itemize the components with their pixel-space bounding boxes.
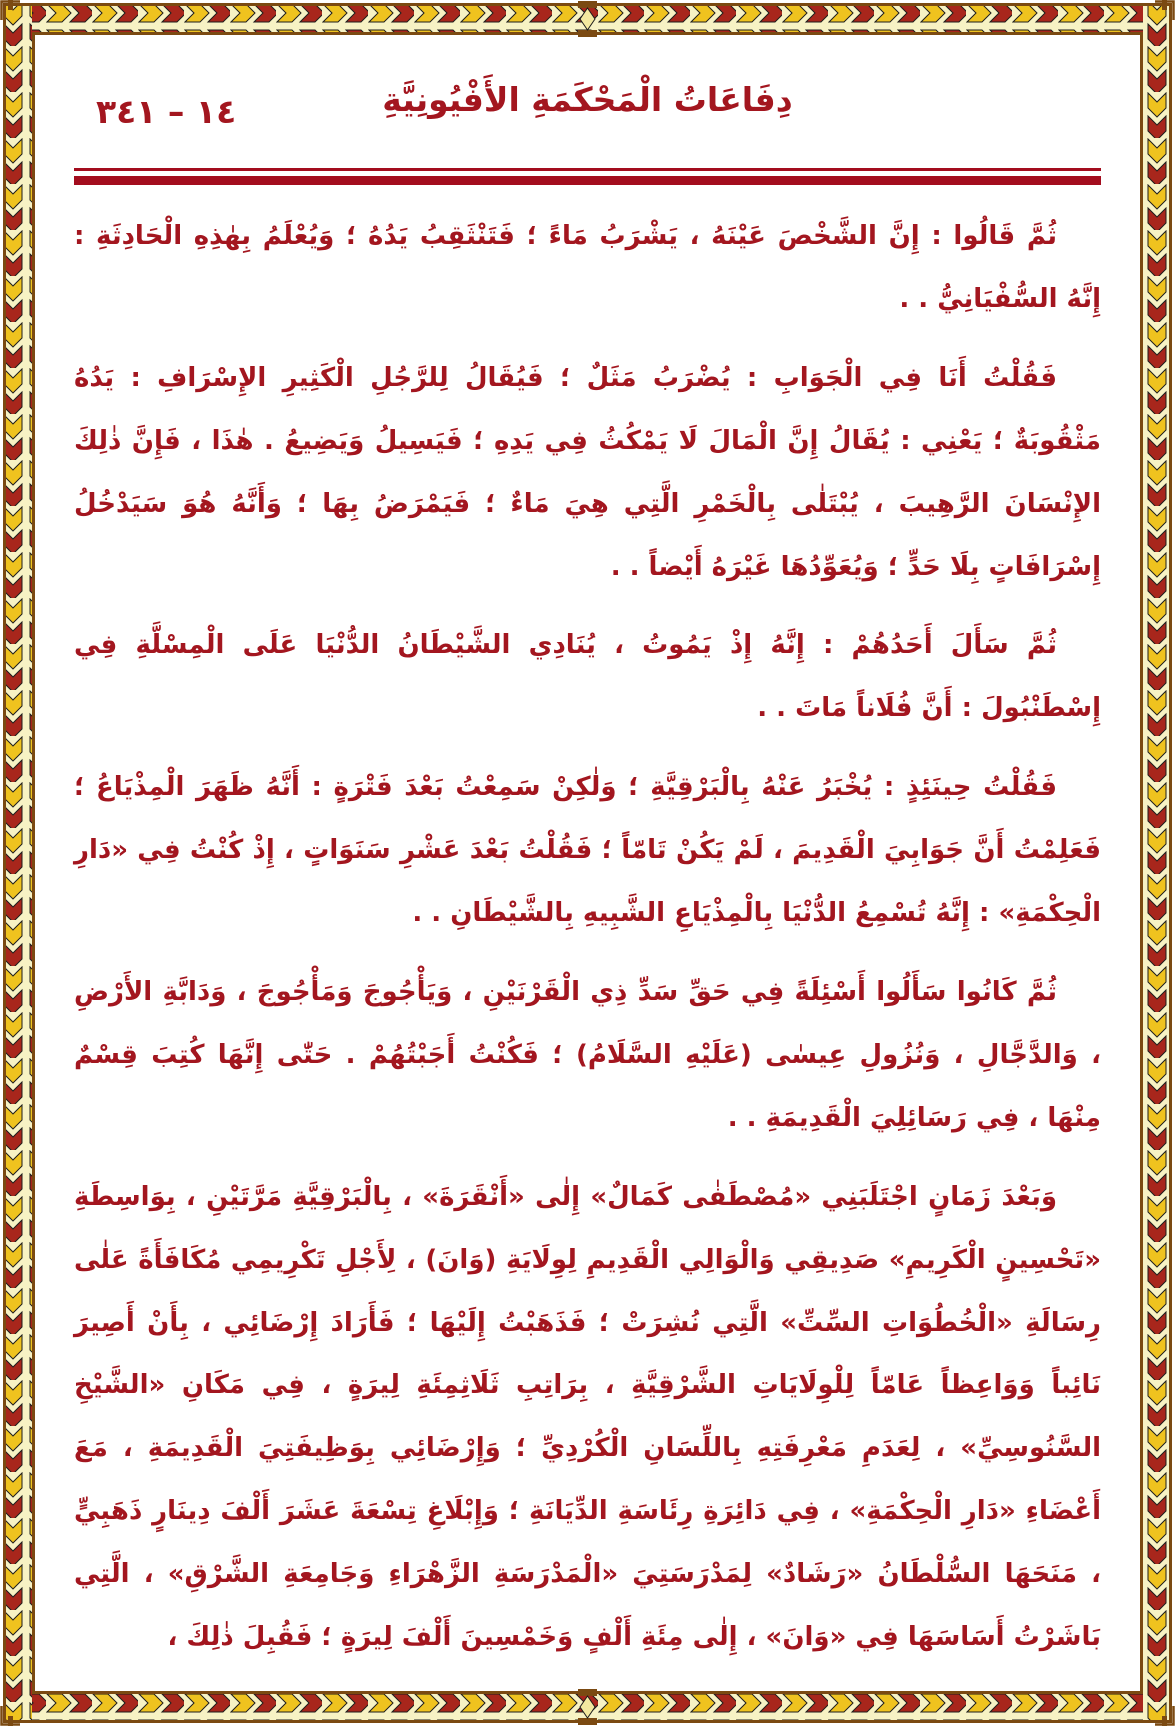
header-divider xyxy=(74,168,1101,185)
page-content xyxy=(38,38,1137,1688)
body-paragraph: ثُمَّ سَأَلَ أَحَدُهُمْ : إِنَّهُ إِذْ يَمُوتُ ، يُنَادِي الشَّيْطَانُ الدُّنْيَا عَلَى الْمِسْلَّةِ فِي إِسْطَنْبُولَ : أَنَّ فُلَاناً مَاتَ . . xyxy=(74,630,1101,724)
divider-thick-line xyxy=(74,176,1101,185)
body-paragraph: ثُمَّ كَانُوا سَأَلُوا أَسْئِلَةً فِي حَقِّ سَدِّ ذِي الْقَرْنَيْنِ ، وَيَأْجُوجَ وَمَأْجُوجَ ، وَدَابَّةِ الأَرْضِ ، وَالدَّجَّالِ ، وَنُزُولِ عِيسٰى (عَلَيْهِ السَّلَامُ) ؛ فَكُنْتُ أَجَبْتُهُمْ . حَتّٰى إِنَّهَا كُتِبَ قِسْمٌ مِنْهَا ، فِي رَسَائِلِيَ الْقَدِيمَةِ . . xyxy=(74,976,1101,1133)
body-text xyxy=(74,205,1101,1669)
body-paragraph: وَبَعْدَ زَمَانٍ اجْتَلَبَنِي «مُصْطَفٰى كَمَالٌ» إِلٰى «أَنْقَرَةَ» ، بِالْبَرْقِيَّةِ مَرَّتَيْنِ ، بِوَاسِطَةِ «تَحْسِينٍ الْكَرِيمِ» صَدِيقِي وَالْوَالِي الْقَدِيمِ لِوِلَايَةِ (وَانَ) ، لِأَجْلِ تَكْرِيمِي مُكَافَأَةً عَلٰى رِسَالَةِ «الْخُطُوَاتِ السِّتِّ» الَّتِي نُشِرَتْ ؛ فَذَهَبْتُ إِلَيْهَا ؛ فَأَرَادَ إِرْضَائِي ، بِأَنْ أَصِيرَ نَائِباً وَوَاعِظاً عَامّاً لِلْوِلَايَاتِ الشَّرْقِيَّةِ ، بِرَاتِبِ ثَلَاثِمِئَةِ لِيرَةٍ ، فِي مَكَانِ «الشَّيْخِ السَّنُوسِيِّ» ، لِعَدَمِ مَعْرِفَتِهِ بِاللِّسَانِ الْكُرْدِيِّ ؛ وَإِرْضَائِي بِوَظِيفَتِيَ الْقَدِيمَةِ ، مَعَ أَعْضَاءِ «دَارِ الْحِكْمَةِ» ، فِي دَائِرَةِ رِئَاسَةِ الدِّيَانَةِ ؛ وَإِبْلَاغِ تِسْعَةَ عَشَرَ أَلْفَ دِينَارٍ ذَهَبِيٍّ ، مَنَحَهَا السُّلْطَانُ «رَشَادٌ» لِمَدْرَسَتِيَ «الْمَدْرَسَةِ الزَّهْرَاءِ وَجَامِعَةِ الشَّرْقِ» ، الَّتِي بَاشَرْتُ أَسَاسَهَا فِي «وَانَ» ، إِلٰى مِئَةِ أَلْفٍ وَخَمْسِينَ أَلْفَ لِيرَةٍ ؛ فَقُبِلَ ذٰلِكَ ، xyxy=(74,1181,1101,1653)
border-band-left xyxy=(6,6,32,1720)
body-paragraph: ثُمَّ قَالُوا : إِنَّ الشَّخْصَ عَيْنَهُ ، يَشْرَبُ مَاءً ؛ فَتَنْثَقِبُ يَدُهُ ؛ وَيُعْلَمُ بِهٰذِهِ الْحَادِثَةِ : إِنَّهُ السُّفْيَانِيُّ . . xyxy=(74,221,1101,314)
border-band-right xyxy=(1143,6,1169,1720)
body-paragraph: فَقُلْتُ أَنَا فِي الْجَوَابِ : يُضْرَبُ مَثَلٌ ؛ فَيُقَالُ لِلرَّجُلِ الْكَثِيرِ الإِسْرَافِ : يَدُهُ مَثْقُوبَةٌ ؛ يَعْنِي : يُقَالُ إِنَّ الْمَالَ لَا يَمْكُثُ فِي يَدِهِ ؛ فَيَسِيلُ وَيَضِيعُ . هٰذَا ، فَإِنَّ ذٰلِكَ الإِنْسَانَ الرَّهِيبَ ، يُبْتَلٰى بِالْخَمْرِ الَّتِي هِيَ مَاءٌ ؛ فَيَمْرَضُ بِهَا ؛ وَأَنَّهُ هُوَ سَيَدْخُلُ إِسْرَافَاتٍ بِلَا حَدٍّ ؛ وَيُعَوِّدُهَا غَيْرَهُ أَيْضاً . . xyxy=(74,362,1101,582)
page-header xyxy=(74,66,1101,162)
border-band-bottom xyxy=(6,1694,1169,1720)
page-number: ١٤ – ٣٤١ xyxy=(96,92,237,131)
body-paragraph: فَقُلْتُ حِينَئِذٍ : يُخْبَرُ عَنْهُ بِالْبَرْقِيَّةِ ؛ وَلٰكِنْ سَمِعْتُ بَعْدَ فَتْرَةٍ : أَنَّهُ ظَهَرَ الْمِذْيَاعُ ؛ فَعَلِمْتُ أَنَّ جَوَابِيَ الْقَدِيمَ ، لَمْ يَكُنْ تَامّاً ؛ فَقُلْتُ بَعْدَ عَشْرِ سَنَوَاتٍ ، إِذْ كُنْتُ فِي «دَارِ الْحِكْمَةِ» : إِنَّهُ تُسْمِعُ الدُّنْيَا بِالْمِذْيَاعِ الشَّبِيهِ بِالشَّيْطَانِ . . xyxy=(74,772,1101,929)
border-band-top xyxy=(6,6,1169,32)
page-title: دِفَاعَاتُ الْمَحْكَمَةِ الأَفْيُونِيَّةِ xyxy=(382,80,793,119)
